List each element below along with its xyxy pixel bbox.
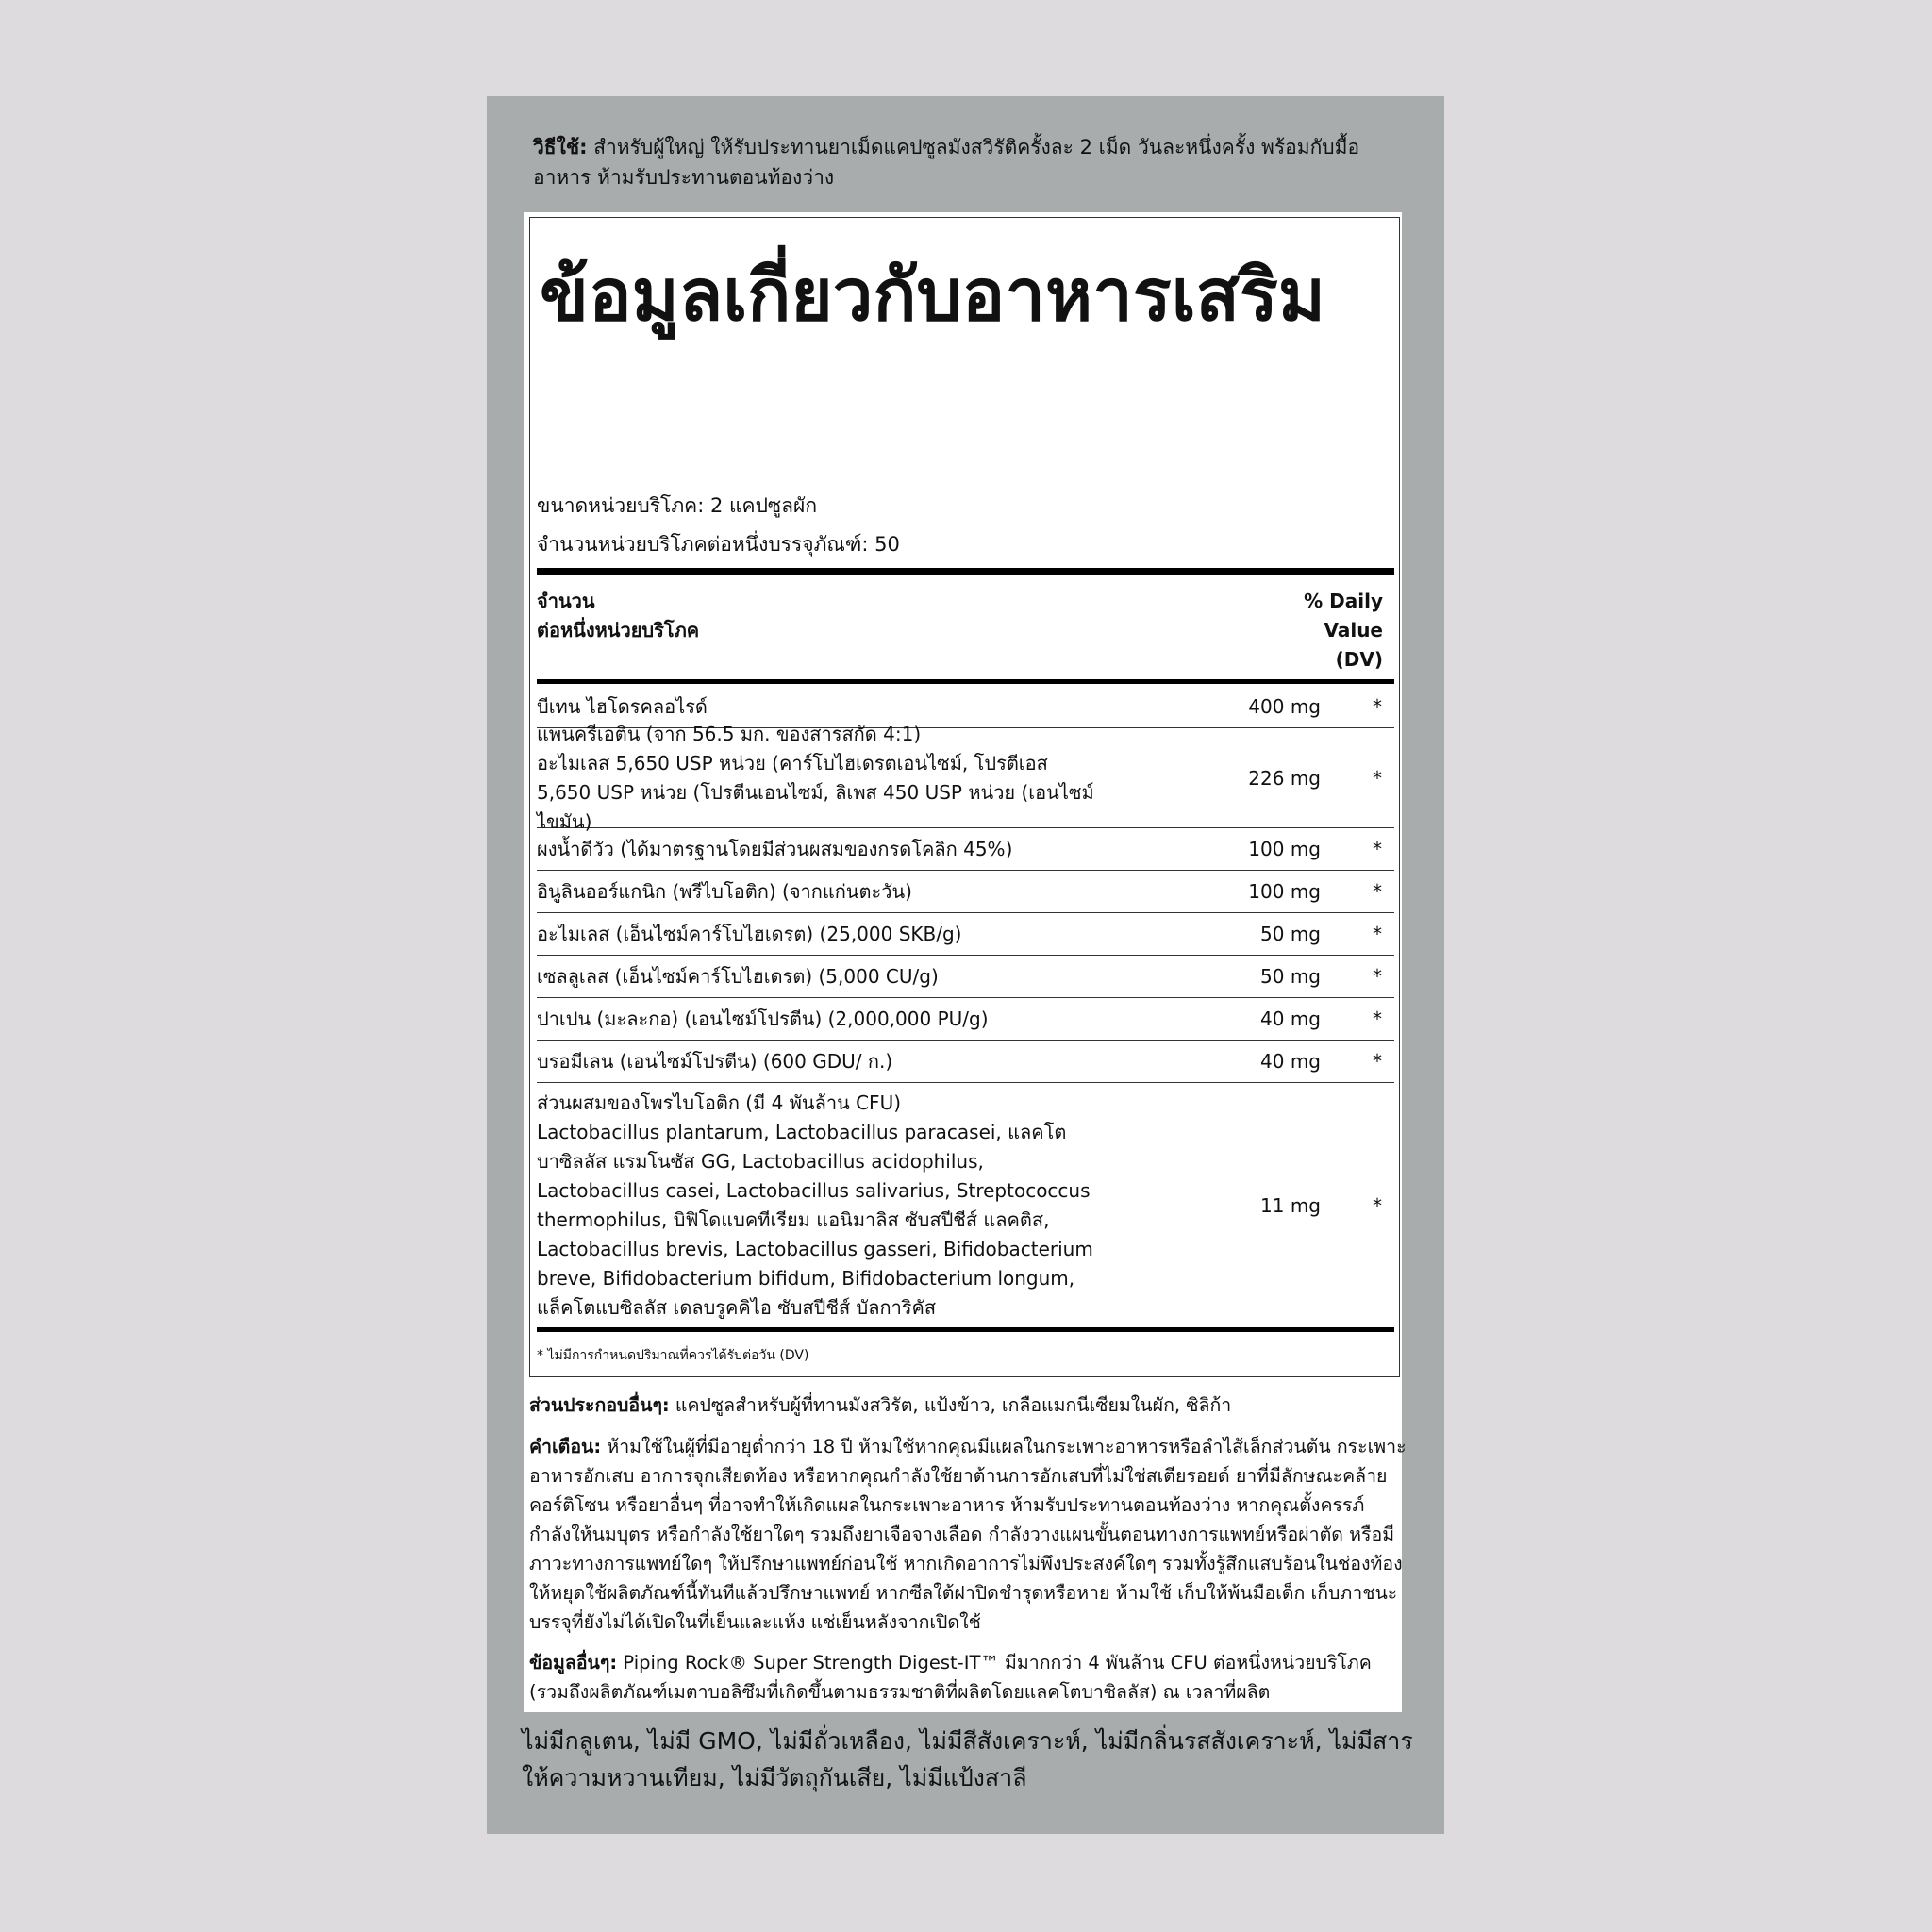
free-from-claims: ไม่มีกลูเตน, ไม่มี GMO, ไม่มีถั่วเหลือง, ไม่มีสีสังเคราะห์, ไม่มีกลิ่นรสสังเคราะห์, ไม่มีสารให้ความหวานเทียม, ไม่มีวัตถุกันเสีย, ไม่มีแป้งสาลี bbox=[522, 1727, 1413, 1791]
other-ingredients-body: แคปซูลสำหรับผู้ที่ทานมังสวิรัต, แป้งข้าว, เกลือแมกนีเซียมในผัก, ซิลิก้า bbox=[669, 1394, 1232, 1416]
header-dv-1: % Daily bbox=[1304, 590, 1383, 612]
nutrient-row bbox=[537, 722, 1394, 833]
nutrient-amount: 50 mg bbox=[1260, 923, 1321, 945]
amount-per-serving-header bbox=[537, 587, 699, 645]
nutrient-dv: * bbox=[1373, 1050, 1382, 1073]
nutrient-dv: * bbox=[1373, 838, 1382, 860]
nutrient-name: แพนครีเอติน (จาก 56.5 มก. ของสารสกัด 4:1) อะไมเลส 5,650 USP หน่วย (คาร์โบไฮเดรตเอนไซม์, โปรตีเอส 5,650 USP หน่วย (โปรตีนเอนไซม์, ลิเพส 450 USP หน่วย (เอนไซม์ไขมัน) bbox=[537, 722, 1094, 833]
nutrient-dv: * bbox=[1373, 766, 1382, 790]
nutrient-amount: 11 mg bbox=[1260, 1194, 1321, 1217]
nutrient-amount: 40 mg bbox=[1260, 1008, 1321, 1030]
nutrient-name: บรอมีเลน (เอนไซม์โปรตีน) (600 GDU/ ก.) bbox=[537, 1049, 893, 1073]
bottom-divider bbox=[537, 1327, 1394, 1332]
header-dv-2: Value bbox=[1324, 619, 1383, 641]
nutrient-name: บีเทน ไฮโดรคลอไรด์ bbox=[537, 694, 708, 718]
header-amount: จำนวน bbox=[537, 590, 595, 612]
header-dv-3: (DV) bbox=[1335, 648, 1383, 671]
nutrient-dv: * bbox=[1373, 695, 1382, 718]
directions-text bbox=[533, 132, 1382, 192]
warning bbox=[529, 1432, 1407, 1637]
nutrient-amount: 226 mg bbox=[1248, 766, 1321, 790]
servings-per-container: จำนวนหน่วยบริโภคต่อหนึ่งบรรจุภัณฑ์: 50 bbox=[537, 533, 900, 556]
directions-body: สำหรับผู้ใหญ่ ให้รับประทานยาเม็ดแคปซูลมังสวิรัติครั้งละ 2 เม็ด วันละหนึ่งครั้ง พร้อมกับมื้ออาหาร ห้ามรับประทานตอนท้องว่าง bbox=[533, 136, 1360, 189]
other-ingredients bbox=[529, 1391, 1407, 1420]
nutrient-dv: * bbox=[1373, 965, 1382, 988]
nutrient-row bbox=[537, 871, 1394, 913]
serving-size: ขนาดหน่วยบริโภค: 2 แคปซูลผัก bbox=[537, 494, 818, 517]
nutrient-dv: * bbox=[1373, 1008, 1382, 1030]
other-ingredients-label: ส่วนประกอบอื่นๆ: bbox=[529, 1394, 670, 1416]
header-per-serving: ต่อหนึ่งหน่วยบริโภค bbox=[537, 619, 700, 641]
other-info-label: ข้อมูลอื่นๆ: bbox=[529, 1652, 618, 1674]
nutrient-row bbox=[537, 913, 1394, 956]
nutrient-dv: * bbox=[1373, 923, 1382, 945]
nutrient-rows bbox=[537, 686, 1394, 1328]
dv-footnote: * ไม่มีการกำหนดปริมาณที่ควรได้รับต่อวัน (DV) bbox=[537, 1348, 809, 1363]
warning-label: คำเตือน: bbox=[529, 1436, 602, 1457]
directions-label: วิธีใช้: bbox=[533, 136, 588, 158]
other-info-body: Piping Rock® Super Strength Digest-IT™ มีมากกว่า 4 พันล้าน CFU ต่อหนึ่งหน่วยบริโภค (รวมถึงผลิตภัณฑ์เมตาบอลิซึมที่เกิดขึ้นตามธรรมชาติที่ผลิตโดยแลคโตบาซิลลัส) ณ เวลาที่ผลิต bbox=[529, 1652, 1372, 1703]
nutrient-name: ส่วนผสมของโพรไบโอติก (มี 4 พันล้าน CFU) Lactobacillus plantarum, Lactobacillus paracasei, แลคโตบาซิลลัส แรมโนซัส GG, Lactobacillus acidophilus, Lactobacillus casei, Lactobacillus salivarius, Streptococcus thermophilus, บิฟิโดแบคทีเรียม แอนิมาลิส ซับสปีชีส์ แลคติส, Lactobacillus brevis, Lactobacillus gasseri, Bifidobacterium breve, Bifidobacterium bifidum, Bifidobacterium longum, แล็คโตแบซิลลัส เดลบรูคคิไอ ซับสปีชีส์ บัลการิคัส bbox=[537, 1091, 1093, 1319]
nutrient-dv: * bbox=[1373, 880, 1382, 903]
nutrient-amount: 50 mg bbox=[1260, 965, 1321, 988]
nutrient-name: อินูลินออร์แกนิก (พรีไบโอติก) (จากแก่นตะวัน) bbox=[537, 879, 912, 903]
supplement-facts-title: ข้อมูลเกี่ยวกับอาหารเสริม bbox=[540, 253, 1325, 337]
warning-body: ห้ามใช้ในผู้ที่มีอายุต่ำกว่า 18 ปี ห้ามใช้หากคุณมีแผลในกระเพาะอาหารหรือลำไส้เล็กส่วนต้น กระเพาะอาหารอักเสบ อาการจุกเสียดท้อง หรือหากคุณกำลังใช้ยาต้านการอักเสบที่ไม่ใช่สเตียรอยด์ ยาที่มีลักษณะคล้ายคอร์ติโซน หรือยาอื่นๆ ที่อาจทำให้เกิดแผลในกระเพาะอาหาร ห้ามรับประทานตอนท้องว่าง หากคุณตั้งครรภ์ กำลังให้นมบุตร หรือกำลังใช้ยาใดๆ รวมถึงยาเจือจางเลือด กำลังวางแผนขั้นตอนทางการแพทย์หรือผ่าตัด หรือมีภาวะทางการแพทย์ใดๆ ให้ปรึกษาแพทย์ก่อนใช้ หากเกิดอาการไม่พึงประสงค์ใดๆ รวมทั้งรู้สึกแสบร้อนในช่องท้อง ให้หยุดใช้ผลิตภัณฑ์นี้ทันทีแล้วปรึกษาแพทย์ หากซีลใต้ฝาปิดชำรุดหรือหาย ห้ามใช้ เก็บให้พ้นมือเด็ก เก็บภาชนะบรรจุที่ยังไม่ได้เปิดในที่เย็นและแห้ง แช่เย็นหลังจากเปิดใช้ bbox=[529, 1436, 1407, 1633]
nutrient-row bbox=[537, 1083, 1394, 1328]
nutrient-row bbox=[537, 956, 1394, 998]
nutrient-amount: 40 mg bbox=[1260, 1050, 1321, 1073]
nutrient-row bbox=[537, 1041, 1394, 1083]
nutrient-amount: 400 mg bbox=[1248, 695, 1321, 718]
nutrient-name: เซลลูเลส (เอ็นไซม์คาร์โบไฮเดรต) (5,000 CU/g) bbox=[537, 964, 939, 988]
nutrient-name: อะไมเลส (เอ็นไซม์คาร์โบไฮเดรต) (25,000 SKB/g) bbox=[537, 922, 962, 945]
nutrient-amount: 100 mg bbox=[1248, 880, 1321, 903]
daily-value-header bbox=[1270, 587, 1383, 675]
nutrient-name: ปาเปน (มะละกอ) (เอนไซม์โปรตีน) (2,000,000 PU/g) bbox=[537, 1007, 989, 1030]
other-info bbox=[529, 1648, 1407, 1707]
nutrient-row bbox=[537, 828, 1394, 871]
nutrient-row bbox=[537, 998, 1394, 1041]
nutrient-amount: 100 mg bbox=[1248, 838, 1321, 860]
nutrient-name: ผงน้ำดีวัว (ได้มาตรฐานโดยมีส่วนผสมของกรดโคลิก 45%) bbox=[537, 837, 1013, 860]
nutrient-dv: * bbox=[1373, 1194, 1382, 1217]
thick-divider bbox=[537, 568, 1394, 575]
medium-divider bbox=[537, 679, 1394, 684]
